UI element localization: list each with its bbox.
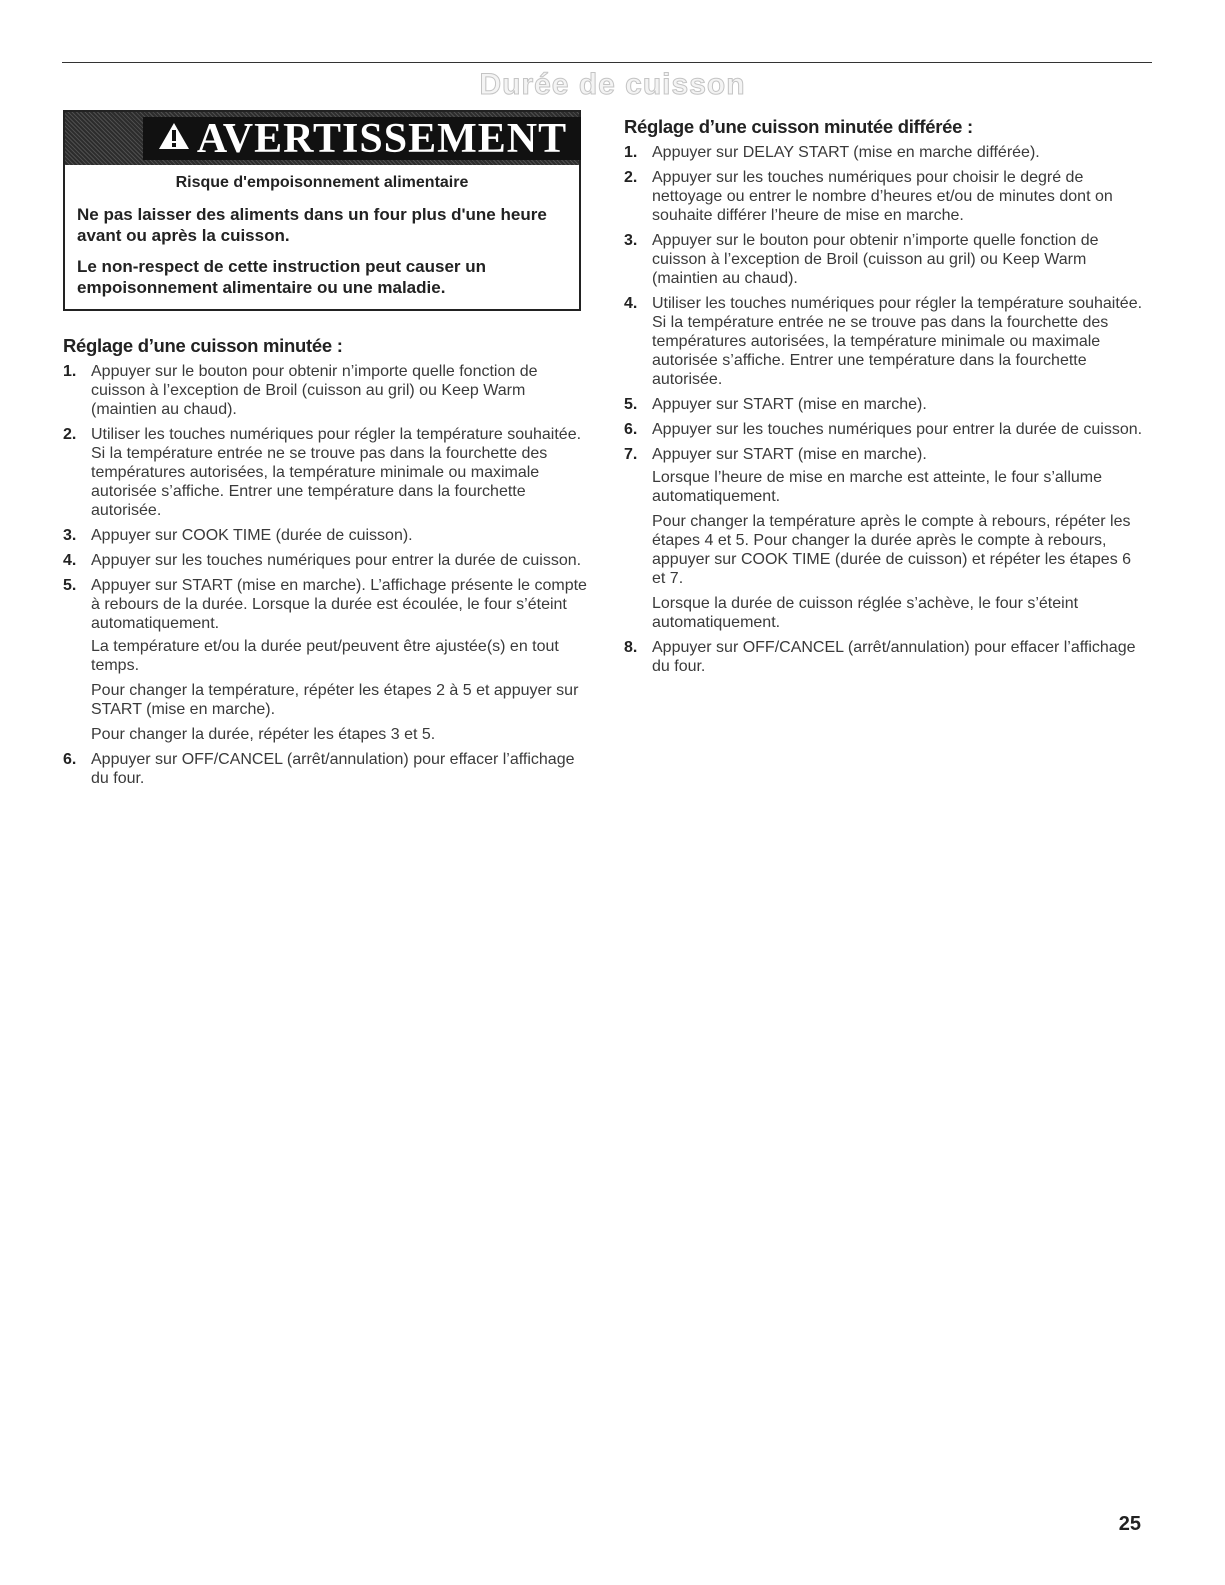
step-notes [91,637,593,744]
delayed-cooking-section [624,115,1144,682]
page-number: 25 [1118,1513,1141,1535]
step-text: Appuyer sur COOK TIME (durée de cuisson). [91,527,413,544]
step-number: 5. [63,577,77,594]
step-number: 7. [624,446,638,463]
step-number: 6. [63,751,77,768]
step-note: La température et/ou la durée peut/peuvent être ajustée(s) en tout temps. [91,638,559,674]
step-text: Appuyer sur le bouton pour obtenir n’importe quelle fonction de cuisson à l’exception de Broil (cuisson au gril) ou Keep Warm (maintien au chaud). [91,363,538,418]
step-number: 4. [624,295,638,312]
step-text: Appuyer sur DELAY START (mise en marche différée). [652,144,1040,161]
warning-banner [143,117,581,160]
top-rule [62,62,1152,63]
step-item [624,143,1144,162]
delayed-cooking-steps [624,143,1144,676]
step-item [63,576,593,744]
step-number: 2. [624,169,638,186]
step-number: 1. [624,144,638,161]
step-item [63,551,593,570]
step-text: Appuyer sur OFF/CANCEL (arrêt/annulation) pour effacer l’affichage du four. [91,751,575,787]
step-item [63,750,593,788]
page-title: Durée de cuisson [479,68,746,101]
step-text: Appuyer sur OFF/CANCEL (arrêt/annulation) pour effacer l’affichage du four. [652,639,1136,675]
step-note: Lorsque l’heure de mise en marche est atteinte, le four s’allume automatiquement. [652,469,1103,505]
step-number: 5. [624,396,638,413]
step-text: Appuyer sur START (mise en marche). L’affichage présente le compte à rebours de la durée. Lorsque la durée est écoulée, le four s’éteint automatiquement. [91,577,587,632]
step-item [63,362,593,419]
step-number: 8. [624,639,638,656]
step-number: 6. [624,421,638,438]
warning-triangle-icon [157,121,191,156]
step-item [624,168,1144,225]
warning-subtitle: Risque d'empoisonnement alimentaire [175,174,469,191]
step-number: 2. [63,426,77,443]
step-item [63,425,593,520]
step-text: Appuyer sur START (mise en marche). [652,396,927,413]
step-number: 4. [63,552,77,569]
step-note: Pour changer la durée, répéter les étapes 3 et 5. [91,726,436,743]
step-item [624,420,1144,439]
warning-box [63,110,581,311]
step-item [624,638,1144,676]
step-number: 1. [63,363,77,380]
step-text: Appuyer sur les touches numériques pour entrer la durée de cuisson. [91,552,582,569]
step-text: Utiliser les touches numériques pour régler la température souhaitée. Si la température entrée ne se trouve pas dans la fourchette des températures autorisées, la température minimale ou maximale autorisée s’affiche. Entrer une température dans la fourchette autorisée. [91,426,582,519]
step-number: 3. [63,527,77,544]
step-number: 3. [624,232,638,249]
step-note: Lorsque la durée de cuisson réglée s’achève, le four s’éteint automatiquement. [652,595,1079,631]
step-text: Appuyer sur les touches numériques pour entrer la durée de cuisson. [652,421,1143,438]
warning-title: AVERTISSEMENT [196,115,568,162]
timed-cooking-steps [63,362,593,788]
step-item [63,526,593,545]
step-item [624,231,1144,288]
delayed-cooking-heading: Réglage d’une cuisson minutée différée : [624,116,973,137]
step-text: Appuyer sur START (mise en marche). [652,446,927,463]
step-note: Pour changer la température après le compte à rebours, répéter les étapes 4 et 5. Pour changer la durée après le compte à rebours, appuyer sur COOK TIME (durée de cuisson) et répéter les étapes 6 et 7. [652,513,1132,587]
step-text: Appuyer sur le bouton pour obtenir n’importe quelle fonction de cuisson à l’exception de Broil (cuisson au gril) ou Keep Warm (maintien au chaud). [652,232,1099,287]
step-item [624,294,1144,389]
step-notes [652,468,1144,632]
warning-line-1: Ne pas laisser des aliments dans un four plus d'une heure avant ou après la cuisson. [77,205,547,245]
step-text: Utiliser les touches numériques pour régler la température souhaitée. Si la température entrée ne se trouve pas dans la fourchette des températures autorisées, la température minimale ou maximale autorisée s’affiche. Entrer une température dans la fourchette autorisée. [652,295,1143,388]
timed-cooking-heading: Réglage d’une cuisson minutée : [63,335,343,356]
step-text: Appuyer sur les touches numériques pour choisir le degré de nettoyage ou entrer le nombre d’heures et/ou de minutes dont on souhaite différer l’heure de mise en marche. [652,169,1113,224]
step-item [624,395,1144,414]
step-item [624,445,1144,632]
timed-cooking-section [63,334,593,794]
warning-line-2: Le non-respect de cette instruction peut causer un empoisonnement alimentaire ou une maladie. [77,257,487,297]
step-note: Pour changer la température, répéter les étapes 2 à 5 et appuyer sur START (mise en marche). [91,682,579,718]
warning-header [65,112,579,165]
